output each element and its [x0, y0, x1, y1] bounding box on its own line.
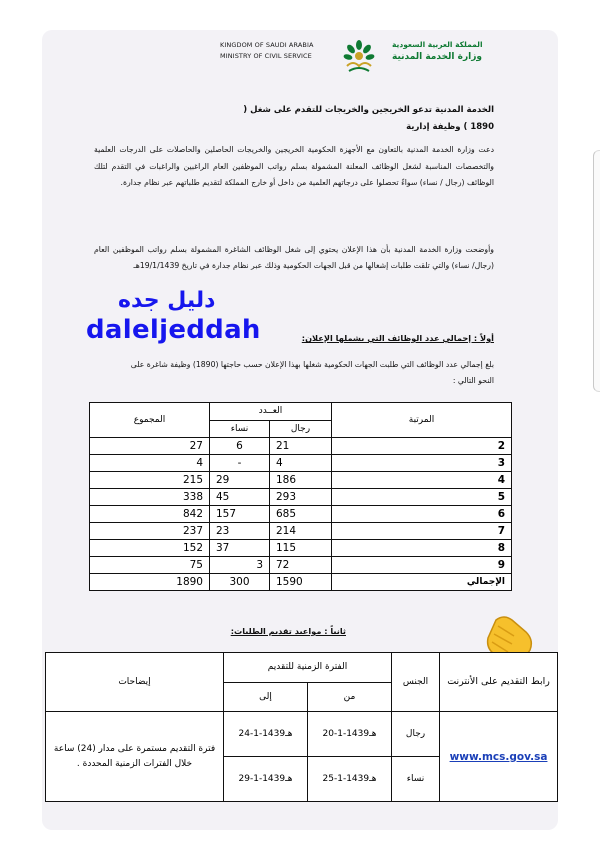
cell-men: 115 [270, 540, 332, 557]
header-ar-ministry: وزارة الخدمة المدنية [392, 52, 483, 62]
table-row [90, 557, 512, 574]
title-line-1: الخدمة المدنية تدعو الخريجين والخريجات للتقدم على شغل ( [243, 105, 494, 115]
header-count: العــدد [210, 403, 332, 421]
cell-total: 152 [90, 540, 210, 557]
cell-rank: 9 [332, 557, 512, 574]
cell-women: 6 [210, 438, 270, 455]
header-rank: المرتبة [332, 403, 512, 438]
cell-women: 37 [210, 540, 270, 557]
table-total-row [90, 574, 512, 591]
cell-women: 3 [210, 557, 270, 574]
cell-men: 293 [270, 489, 332, 506]
title-line-2: 1890 ) وظيفة إدارية [406, 122, 494, 132]
cell-rank: 4 [332, 472, 512, 489]
cell-men: 21 [270, 438, 332, 455]
cell-rank: 8 [332, 540, 512, 557]
cell-rank: 7 [332, 523, 512, 540]
section-1-text: بلغ إجمالي عدد الوظائف التي طلبت الجهات الحكومية شغلها بهذا الإعلان حسب حاجتها (1890) وظيفة شاغرة على النحو التالي : [130, 360, 494, 385]
cell-men: 4 [270, 455, 332, 472]
cell-women: 23 [210, 523, 270, 540]
table-row [90, 540, 512, 557]
cell-total-label: الإجمالي [332, 574, 512, 591]
announcement-title [134, 102, 494, 136]
cell-rank: 6 [332, 506, 512, 523]
link-cell [440, 712, 558, 802]
cell-total: 338 [90, 489, 210, 506]
header-english [220, 40, 314, 62]
table-row [90, 489, 512, 506]
table-row [90, 472, 512, 489]
table-row [90, 506, 512, 523]
ministry-header [42, 30, 558, 90]
header-en-kingdom: KINGDOM OF SAUDI ARABIA [220, 41, 314, 49]
document-page [42, 30, 558, 830]
cell-men: 186 [270, 472, 332, 489]
cell-from: 20-1-1439هـ [308, 712, 392, 757]
section-1-heading: أولاً : إجمالي عدد الوظائف التي يشملها الإعلان: [301, 333, 494, 343]
cell-rank: 5 [332, 489, 512, 506]
header-link: رابط التقديم على الأنترنت [440, 653, 558, 712]
cell-to: 24-1-1439هـ [224, 712, 308, 757]
cell-women: 45 [210, 489, 270, 506]
cell-total: 75 [90, 557, 210, 574]
table-row [90, 438, 512, 455]
ministry-logo-icon [339, 36, 379, 76]
cell-to: 29-1-1439هـ [224, 757, 308, 802]
cell-rank: 3 [332, 455, 512, 472]
cell-women: 157 [210, 506, 270, 523]
header-women: نساء [210, 420, 270, 438]
cell-total: 842 [90, 506, 210, 523]
header-ar-kingdom: المملكة العربية السعودية [392, 40, 483, 49]
cell-women: - [210, 455, 270, 472]
cell-men: 214 [270, 523, 332, 540]
cell-gender: رجال [392, 712, 440, 757]
header-arabic [392, 38, 483, 64]
apply-link[interactable]: www.mcs.gov.sa [449, 750, 548, 763]
header-gender: الجنس [392, 653, 440, 712]
table-row [46, 712, 558, 757]
header-total: المجموع [90, 403, 210, 438]
header-to: إلى [224, 682, 308, 712]
cell-rank: 2 [332, 438, 512, 455]
intro-paragraph-1: دعت وزارة الخدمة المدنية بالتعاون مع الأجهزة الحكومية الخريجين والخريجات الحاصلين والحاصلات على الدرجات العلمية والتخصصات المناسبة لشغل الوظائف المعلنة المشمولة بسلم رواتب الموظفين العام الراغبين والراغبات في التقدم لتلك الوظائف (رجال / نساء) سواءً تحصلوا على درجاتهم العلمية من داخل أو خارج المملكة لتقديم طلباتهم عبر نظام جدارة. [94, 145, 494, 187]
cell-women: 29 [210, 472, 270, 489]
watermark-arabic: دليل جده [118, 288, 216, 313]
header-from: من [308, 682, 392, 712]
cell-grand-total: 1890 [90, 574, 210, 591]
section-2-heading: ثانياً : مواعيد تقديم الطلبات: [230, 626, 346, 636]
cell-total-women: 300 [210, 574, 270, 591]
table1-header-row [90, 403, 512, 421]
table-row [90, 523, 512, 540]
side-scroll-edge [593, 150, 600, 392]
cell-from: 25-1-1439هـ [308, 757, 392, 802]
table-row [90, 455, 512, 472]
jobs-by-rank-table [89, 402, 512, 591]
header-en-ministry: MINISTRY OF CIVIL SERVICE [220, 52, 312, 60]
watermark-latin: daleljeddah [86, 315, 261, 345]
cell-notes: فترة التقديم مستمرة على مدار (24) ساعة خلال الفترات الزمنية المحددة . [46, 712, 224, 802]
table2-header-row [46, 653, 558, 683]
cell-gender: نساء [392, 757, 440, 802]
header-period: الفترة الزمنية للتقديم [224, 653, 392, 683]
cell-total: 215 [90, 472, 210, 489]
intro-paragraph-2: وأوضحت وزارة الخدمة المدنية بأن هذا الإعلان يحتوي إلى شغل الوظائف الشاغرة المشمولة بسلم رواتب الموظفين العام (رجال/ نساء) والتي تلقت طلبات إشغالها من قبل الجهات الحكومية وذلك عبر نظام جدارة في تاريخ 19/1/1439هـ [94, 245, 494, 270]
cell-men: 685 [270, 506, 332, 523]
cell-total: 237 [90, 523, 210, 540]
header-men: رجال [270, 420, 332, 438]
cell-total: 4 [90, 455, 210, 472]
application-dates-table [45, 652, 558, 802]
cell-total-men: 1590 [270, 574, 332, 591]
cell-total: 27 [90, 438, 210, 455]
cell-men: 72 [270, 557, 332, 574]
header-notes: إيضاحات [46, 653, 224, 712]
